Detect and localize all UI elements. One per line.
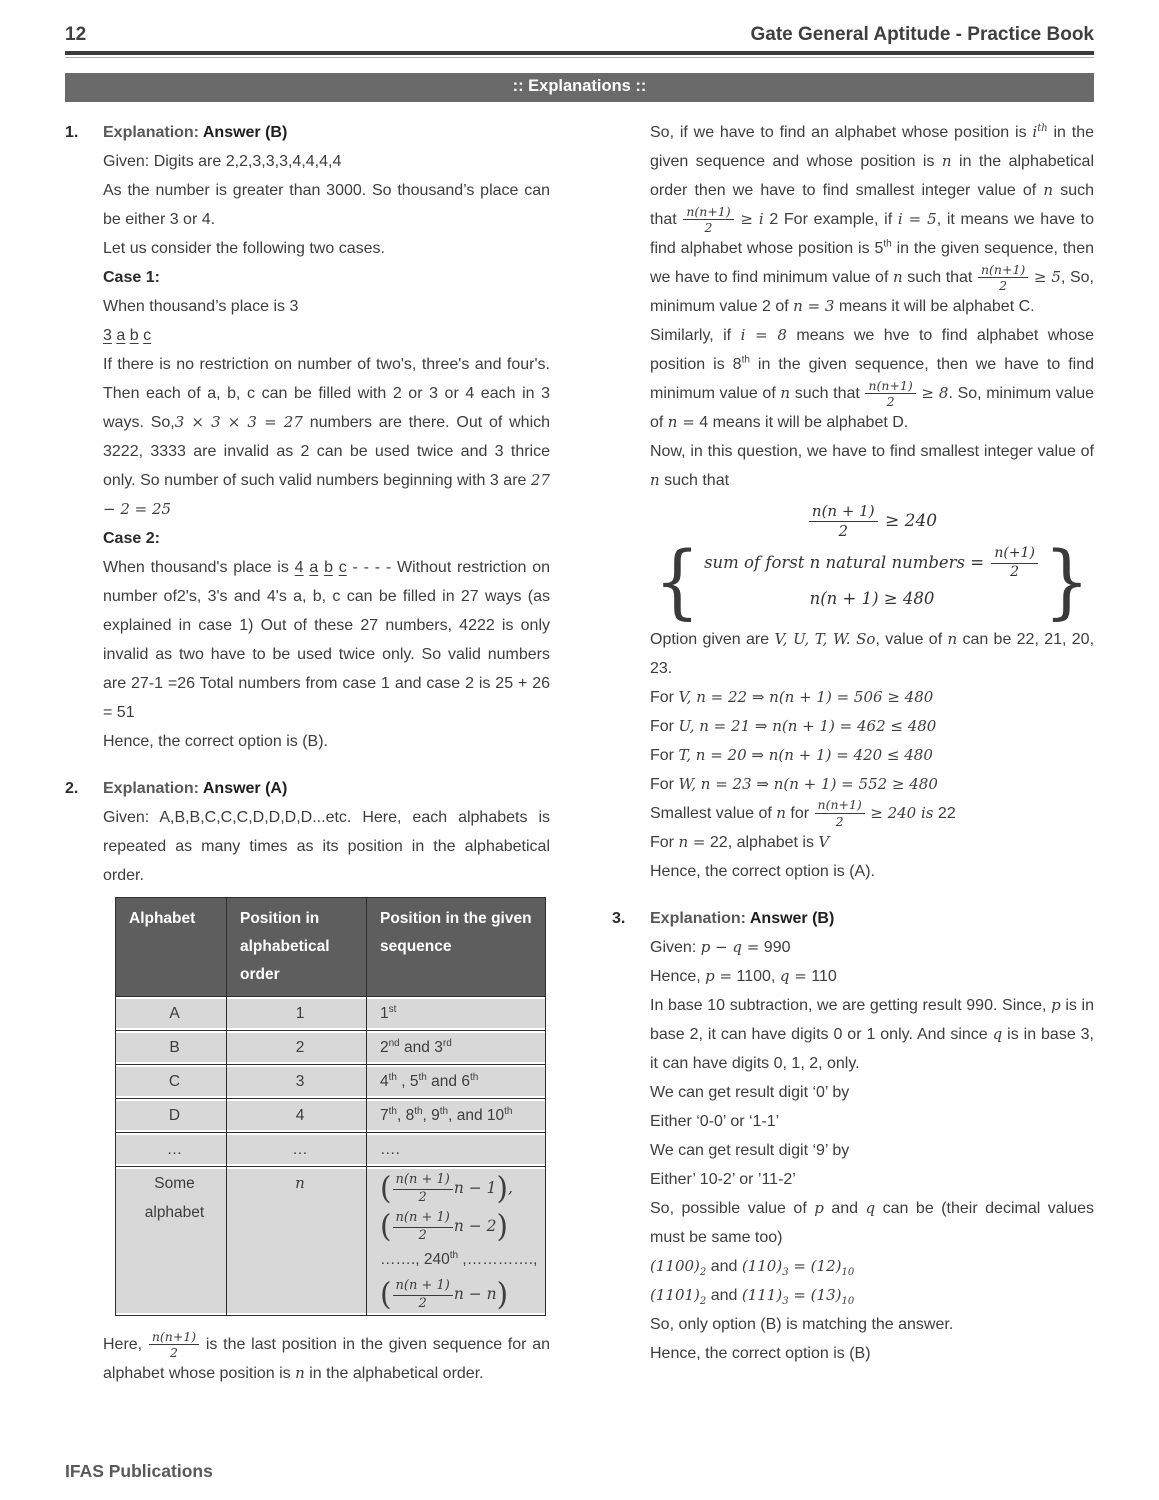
fraction: $\frac{n(n+1)}{2}$ [149,1329,199,1361]
table-header-cell: Position in alphabetical order [227,898,367,997]
paragraph: Hence, the correct option is (B) [650,1344,871,1362]
page-header [65,24,1094,51]
fraction: $\frac{n(n+1)}{2}$ [815,797,865,829]
paragraph: Case 1: [103,269,160,286]
paragraph: $(1101)_2$ and $(111)_3 = (13)_{10}$ [650,1285,855,1307]
explanations-banner: :: Explanations :: [65,73,1094,102]
table-cell: 1st [367,997,546,1031]
formula-line: ( $\frac{n(n + 1)}{2}$ n − 2) [380,1208,509,1245]
item-answer: Answer (A) [202,780,288,797]
table-cell: n [227,1167,367,1316]
paragraph: Given: Digits are 2,2,3,3,3,4,4,4,4 [103,153,342,170]
spacer [103,756,550,774]
paragraph: Here, $\frac{n(n+1)}{2}$ is the last position in the given sequence for an alphabet whose position is n in the alphabetical order. [103,1328,550,1382]
paragraph: So, if we have to find an alphabet whose position is $i^{th}$ in the given sequence and whose position is n in the alphabetical order then we have to find smallest integer value of n such that $\frac{n(n+1)}{2}$ ≥ i 2 For example, if i = 5, it means we have to find alphabet whose position is 5th in the given sequence, then we have to find minimum value of n such that $\frac{n(n+1)}{2}$ ≥ 5, So, minimum value 2 of n = 3 means it will be alphabet C. [650,123,1095,315]
paragraph: For n = 22, alphabet is V [650,832,830,851]
table-cell: 2 [227,1031,367,1065]
fraction: $\frac{n(n + 1)}{2}$ [393,1278,453,1312]
item-label: Explanation: [103,780,203,797]
table-row [116,1065,546,1099]
formula-line: ( $\frac{n(n + 1)}{2}$ n − n) [380,1276,509,1313]
fraction: $\frac{n(n+1)}{2}$ [978,262,1028,294]
centered-equation: $\frac{n(n + 1)}{2}$ ≥ 240 [650,502,1094,541]
paragraph: Given: p − q = 990 [650,937,791,956]
table-header-cell: Position in the given sequence [367,898,546,997]
paragraph: 3 a b c [103,327,152,344]
item-label: Explanation: [650,909,750,927]
item-number: 2. [65,780,79,797]
paragraph: Option given are V, U, T, W. So, value of n can be 22, 21, 20, 23. [650,629,1095,677]
paragraph: Hence, the correct option is (B). [103,733,328,750]
table-header-row [116,898,546,997]
fraction: $\frac{n(n+1)}{2}$ [865,378,915,410]
paragraph: Hence, p = 1100, q = 110 [650,966,837,985]
paragraph: For T, n = 20 ⇒ n(n + 1) = 420 ≤ 480 [650,745,933,764]
table-cell: … [116,1133,227,1167]
table-cell: Some alphabet [116,1167,227,1316]
table-row [116,1133,546,1167]
paragraph: So, only option (B) is matching the answer. [650,1315,954,1333]
paragraph: Smallest value of n for $\frac{n(n+1)}{2}$ ≥ 240 is 22 [650,797,956,829]
publisher-footer: IFAS Publications [65,1461,213,1481]
table-row [116,1031,546,1065]
paragraph: Let us consider the following two cases. [103,240,385,257]
equation-line: sum of forst n natural numbers = $\frac{n(+1)}{2}$ [704,545,1040,581]
item-answer: Answer (B) [202,124,288,141]
table-row [116,997,546,1031]
item-number: 1. [65,124,79,141]
left-column [65,118,550,1388]
formula-line: ( $\frac{n(n + 1)}{2}$ n − 1), [380,1170,513,1207]
paragraph: We can get result digit ‘0’ by [650,1083,850,1101]
table-row [116,1167,546,1316]
formula-line: ……., 240th ,…………., [380,1249,538,1268]
table-cell: A [116,997,227,1031]
right-brace: } [1043,533,1090,628]
fraction: $\frac{n(n + 1)}{2}$ [809,502,878,541]
table-cell: C [116,1065,227,1099]
page-number: 12 [65,24,87,45]
paragraph: Similarly, if i = 8 means we hve to find alphabet whose position is 8th in the given sequence, then we have to find minimum value of n such that $\frac{n(n+1)}{2}$ ≥ 8. So, minimum value of n = 4 means it will be alphabet D. [650,326,1095,431]
two-column-layout [65,118,1094,1388]
table-cell: B [116,1031,227,1065]
paragraph: Case 2: [103,530,160,547]
fraction: $\frac{n(+1)}{2}$ [991,545,1038,581]
paragraph: Either’ 10-2’ or ’11-2’ [650,1170,796,1188]
table-header-cell: Alphabet [116,898,227,997]
fraction: $\frac{n(n+1)}{2}$ [683,204,733,236]
table-cell: D [116,1099,227,1133]
spacer [650,886,1094,904]
paragraph: So, possible value of p and q can be (their decimal values must be same too) [650,1198,1095,1246]
table-cell: 2nd and 3rd [367,1031,546,1065]
paragraph: For U, n = 21 ⇒ n(n + 1) = 462 ≤ 480 [650,716,937,735]
paragraph: When thousand’s place is 3 [103,298,299,315]
paragraph: Either ‘0-0’ or ‘1-1’ [650,1112,780,1130]
paragraph: As the number is greater than 3000. So thousand’s place can be either 3 or 4. [103,182,550,228]
item-heading [612,904,1094,933]
left-brace: { [654,533,701,628]
table-cell: …. [367,1133,546,1167]
paragraph: When thousand's place is 4 a b c - - - - Without restriction on number of2's, 3's and 4's a, b, c can be filled in 27 ways (as explained in case 1) Out of these 27 numbers, 4222 is only invalid as two have to be used twice only. So valid numbers are 27-1 =26 Total numbers from case 1 and case 2 is 25 + 26 = 51 [103,559,550,721]
header-rule [65,51,1094,58]
item-heading [65,118,550,147]
item-answer: Answer (B) [749,909,835,927]
table-cell [367,1167,546,1316]
table-cell: … [227,1133,367,1167]
paragraph: Hence, the correct option is (A). [650,862,875,880]
right-column [612,118,1094,1388]
table-cell: 4 [227,1099,367,1133]
table-cell: 3 [227,1065,367,1099]
fraction: $\frac{n(n + 1)}{2}$ [393,1172,453,1206]
paragraph: For W, n = 23 ⇒ n(n + 1) = 552 ≥ 480 [650,774,938,793]
paragraph: We can get result digit ‘9’ by [650,1141,850,1159]
brace-content [704,545,1040,617]
item-number: 3. [612,909,626,927]
alphabet-position-table [115,897,546,1316]
paragraph: If there is no restriction on number of two's, three's and four's. Then each of a, b, c can be filled with 2 or 3 or 4 each in 3 ways. So,3 × 3 × 3 = 27 numbers are there. Out of which 3222, 3333 are invalid as 2 can be used twice and 3 thrice only. So number of such valid numbers beginning with 3 are 27 − 2 = 25 [103,356,551,518]
table-cell: 1 [227,997,367,1031]
braced-equation [650,533,1094,628]
paragraph: In base 10 subtraction, we are getting result 990. Since, p is in base 2, it can have digits 0 or 1 only. And since q is in base 3, it can have digits 0, 1, 2, only. [650,995,1095,1072]
item-heading [65,774,550,803]
paragraph: Now, in this question, we have to find smallest integer value of n such that [650,443,1094,489]
equation-line: n(n + 1) ≥ 480 [809,588,935,608]
paragraph: $(1100)_2$ and $(110)_3 = (12)_{10}$ [650,1256,855,1278]
table-cell: 7th, 8th, 9th, and 10th [367,1099,546,1133]
column-gap [550,118,612,1388]
paragraph: For V, n = 22 ⇒ n(n + 1) = 506 ≥ 480 [650,687,934,706]
item-label: Explanation: [103,124,203,141]
table-cell: 4th , 5th and 6th [367,1065,546,1099]
book-title: Gate General Aptitude - Practice Book [750,24,1094,45]
fraction: $\frac{n(n + 1)}{2}$ [393,1210,453,1244]
table-row [116,1099,546,1133]
paragraph: Given: A,B,B,C,C,C,D,D,D,D...etc. Here, each alphabets is repeated as many times as its position in the alphabetical order. [103,809,550,884]
